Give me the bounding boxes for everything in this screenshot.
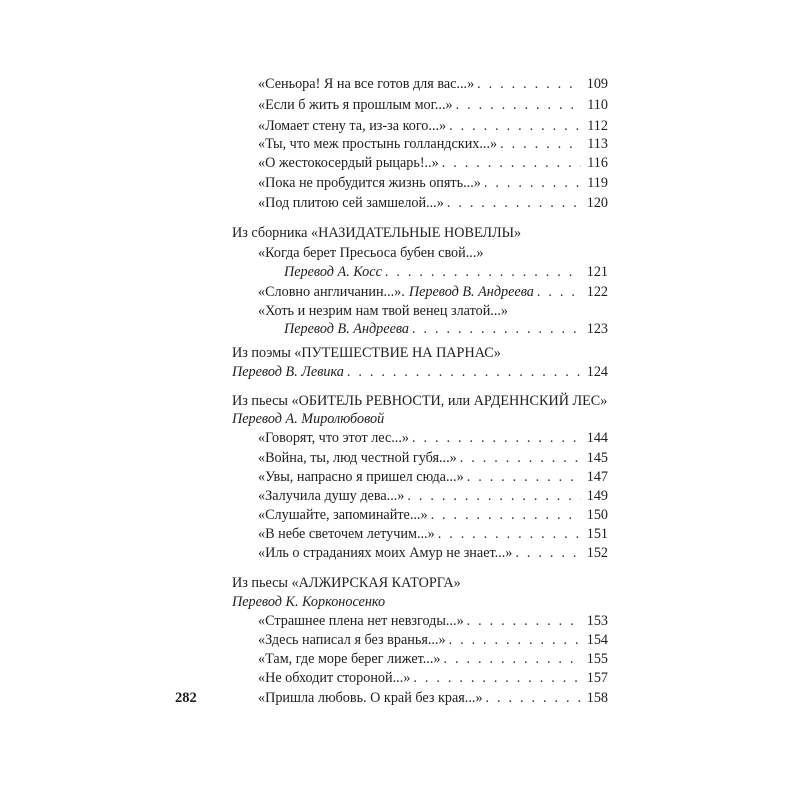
dot-leader — [449, 630, 581, 650]
entry-page: 121 — [586, 264, 608, 280]
dot-leader — [467, 611, 581, 631]
entry-title: «Залучила душу дева...» — [258, 488, 405, 504]
entry-page: 153 — [586, 613, 608, 629]
toc-entry — [258, 688, 608, 708]
dot-leader — [477, 74, 581, 94]
entry-title: «Под плитою сей замшелой...» — [258, 195, 444, 211]
toc-entry — [258, 74, 608, 94]
entry-page: 152 — [586, 545, 608, 561]
entry-title: «Пришла любовь. О край без края...» — [258, 690, 483, 706]
toc-entry — [258, 630, 608, 650]
entry-title: «О жестокосердый рыцарь!..» — [258, 155, 439, 171]
entry-title: «Иль о страданиях моих Амур не знает...» — [258, 545, 513, 561]
entry-page: 109 — [586, 76, 608, 92]
entry-page: 149 — [586, 488, 608, 504]
dot-leader — [412, 428, 581, 448]
toc-entry — [258, 524, 608, 544]
toc-entry — [258, 486, 608, 506]
toc-entry — [258, 116, 608, 136]
dot-leader — [515, 543, 581, 563]
entry-title: «Хоть и незрим нам твой венец златой...» — [258, 303, 509, 319]
entry-translator: Перевод В. Андреева — [408, 284, 534, 300]
toc-entry — [258, 448, 608, 468]
entry-title: «Ты, что меж простынь голландских...» — [258, 136, 498, 152]
entry-page: 145 — [586, 450, 608, 466]
toc-entry — [258, 173, 608, 193]
entry-page: 157 — [586, 670, 608, 686]
entry-page: 144 — [586, 430, 608, 446]
entry-page: 154 — [586, 632, 608, 648]
toc-entry-title-line — [258, 243, 608, 263]
toc-entry — [284, 319, 608, 339]
entry-page: 155 — [586, 651, 608, 667]
page-number: 282 — [175, 690, 197, 706]
entry-title: «Говорят, что этот лес...» — [258, 430, 409, 446]
entry-page: 151 — [586, 526, 608, 542]
dot-leader — [431, 505, 581, 525]
toc-entry — [258, 543, 608, 563]
entry-title: «Сеньора! Я на все готов для вас...» — [258, 76, 475, 92]
entry-title: «Словно англичанин...». — [258, 284, 405, 300]
dot-leader — [412, 319, 581, 339]
toc-entry-title-line — [258, 301, 608, 321]
section-translator: Перевод К. Корконосенко — [232, 594, 386, 610]
dot-leader — [449, 116, 581, 136]
entry-page: 112 — [587, 118, 608, 134]
entry-page: 116 — [587, 155, 608, 171]
toc-entry — [284, 262, 608, 282]
entry-title: «Когда берет Пресьоса бубен свой...» — [258, 245, 484, 261]
toc-entry — [258, 467, 608, 487]
toc-entry — [258, 193, 608, 213]
entry-translator: Перевод В. Андреева — [284, 321, 410, 337]
toc-entry — [232, 362, 608, 382]
dot-leader — [447, 193, 581, 213]
entry-page: 110 — [587, 97, 608, 113]
toc-entry — [258, 505, 608, 525]
entry-page: 113 — [587, 136, 608, 152]
entry-title: «Война, ты, люд честной губя...» — [258, 450, 457, 466]
dot-leader — [484, 173, 581, 193]
entry-page: 122 — [586, 284, 608, 300]
section-heading-algiers: Из пьесы «АЛЖИРСКАЯ КАТОРГА» — [232, 575, 461, 591]
toc-entry — [258, 153, 608, 173]
entry-title: «Здесь написал я без вранья...» — [258, 632, 446, 648]
dot-leader — [442, 153, 581, 173]
section-translator: Перевод А. Миролюбовой — [232, 411, 385, 427]
section-heading-jealousy: Из пьесы «ОБИТЕЛЬ РЕВНОСТИ, или АРДЕННСКИЙ ЛЕС» — [232, 393, 608, 409]
entry-title: «Там, где море берег лижет...» — [258, 651, 441, 667]
entry-page: 158 — [586, 690, 608, 706]
dot-leader — [413, 668, 581, 688]
entry-title: «Если б жить я прошлым мог...» — [258, 97, 453, 113]
section-heading-parnassus: Из поэмы «ПУТЕШЕСТВИЕ НА ПАРНАС» — [232, 345, 501, 361]
entry-title: «Не обходит стороной...» — [258, 670, 411, 686]
dot-leader — [460, 448, 581, 468]
dot-leader — [486, 688, 581, 708]
entry-title: «Ломает стену та, из-за кого...» — [258, 118, 447, 134]
entry-title: «В небе светочем летучим...» — [258, 526, 435, 542]
dot-leader — [500, 134, 581, 154]
entry-translator: Перевод В. Левика — [232, 364, 344, 380]
dot-leader — [537, 282, 581, 302]
entry-title: «Страшнее плена нет невзгоды...» — [258, 613, 464, 629]
section-heading-novels: Из сборника «НАЗИДАТЕЛЬНЫЕ НОВЕЛЛЫ» — [232, 225, 522, 241]
entry-page: 119 — [587, 175, 608, 191]
toc-entry — [258, 611, 608, 631]
entry-page: 120 — [586, 195, 608, 211]
entry-page: 124 — [586, 364, 608, 380]
toc-entry — [258, 668, 608, 688]
entry-page: 147 — [586, 469, 608, 485]
entry-title: «Пока не пробудится жизнь опять...» — [258, 175, 481, 191]
toc-entry — [258, 95, 608, 115]
entry-page: 123 — [586, 321, 608, 337]
toc-entry — [258, 134, 608, 154]
dot-leader — [467, 467, 581, 487]
entry-title: «Увы, напрасно я пришел сюда...» — [258, 469, 464, 485]
toc-entry — [258, 428, 608, 448]
entry-title: «Слушайте, запоминайте...» — [258, 507, 428, 523]
entry-page: 150 — [586, 507, 608, 523]
toc-entry — [258, 649, 608, 669]
dot-leader — [407, 486, 581, 506]
entry-translator: Перевод А. Косс — [284, 264, 382, 280]
dot-leader — [385, 262, 581, 282]
toc-entry — [258, 282, 608, 302]
dot-leader — [438, 524, 581, 544]
dot-leader — [456, 95, 581, 115]
dot-leader — [444, 649, 582, 669]
dot-leader — [347, 362, 581, 382]
